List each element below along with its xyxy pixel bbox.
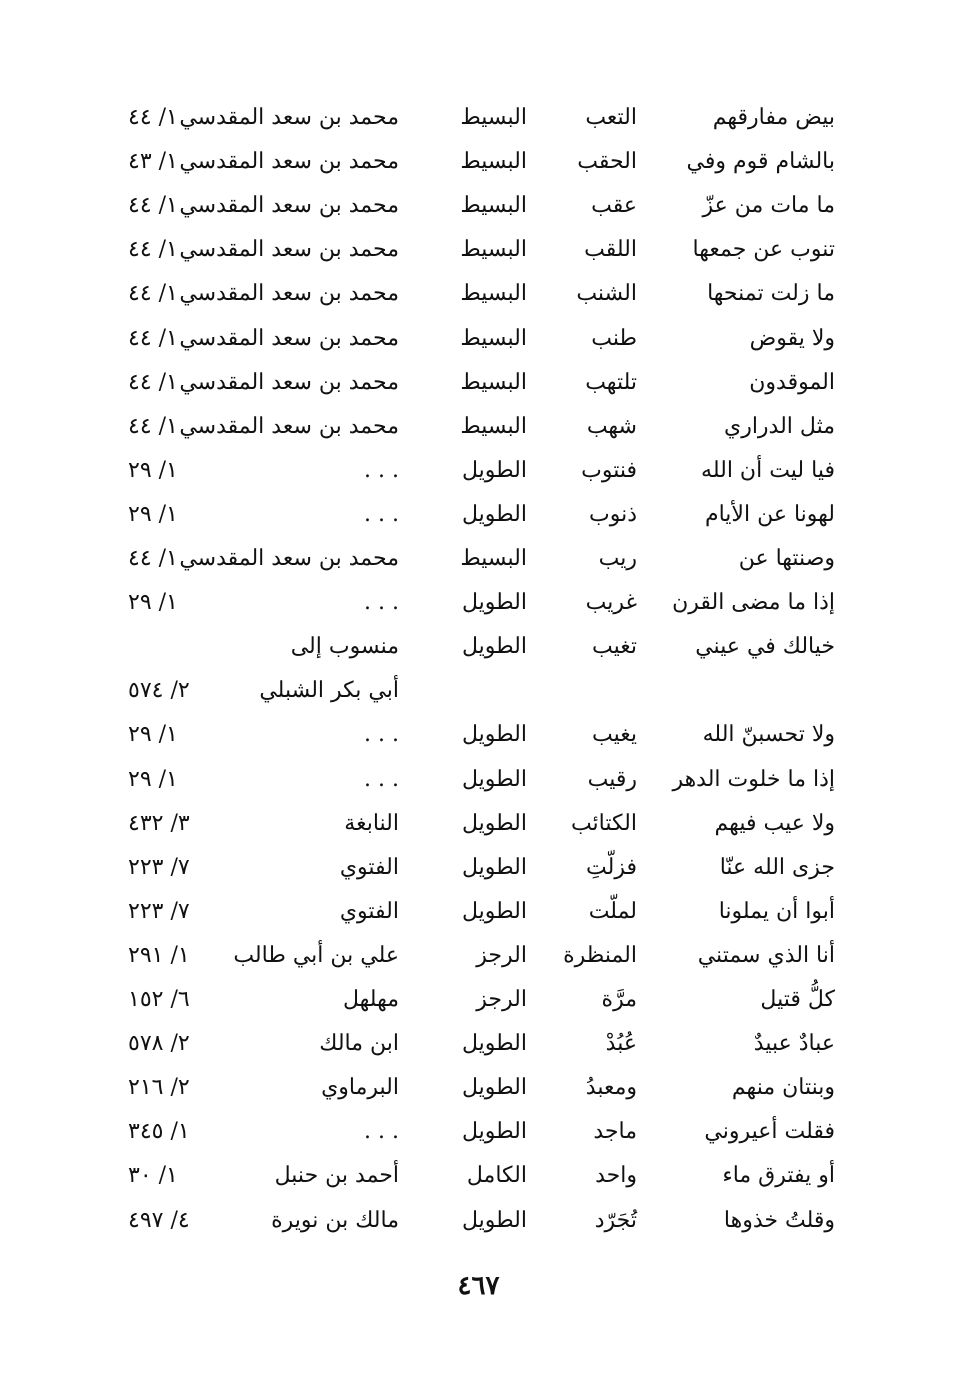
meter-cell: الطويل xyxy=(461,854,527,880)
rhyme-cell: لملّت xyxy=(588,898,637,924)
poet-cell: محمد بن سعد المقدسي xyxy=(179,105,399,130)
first-words-cell: مثل الدراري xyxy=(723,413,835,439)
meter-cell: البسيط xyxy=(460,546,527,571)
poet-cell: محمد بن سعد المقدسي xyxy=(179,149,399,175)
reference-text: ١/ ٣٤٥ xyxy=(128,1119,190,1145)
reference-cell xyxy=(128,669,208,713)
first-words-cell: الموقدون xyxy=(749,369,835,395)
reference-text: ١/ ٢٩١ xyxy=(128,942,190,968)
poet-cell: ابن مالك xyxy=(319,1031,399,1057)
rhyme-cell: تغيب xyxy=(592,634,637,660)
poet-cell: . . . xyxy=(364,590,399,616)
meter-cell: الكامل xyxy=(466,1163,527,1189)
first-words-cell: ولا يقوض xyxy=(749,325,835,351)
poet-cell: البرماوي xyxy=(321,1075,399,1101)
reference-cell xyxy=(128,361,208,405)
meter-cell: الطويل xyxy=(461,898,527,924)
reference-cell xyxy=(128,934,208,978)
meter-cell: البسيط xyxy=(460,105,527,130)
reference-text: ١/ ٢٩ xyxy=(128,766,178,792)
poet-cell: محمد بن سعد المقدسي xyxy=(179,325,399,351)
reference-cell xyxy=(128,846,208,890)
reference-text: ١/ ٤٤ xyxy=(128,325,178,351)
index-row xyxy=(0,537,957,581)
reference-cell xyxy=(128,1022,208,1066)
rhyme-cell: ماجد xyxy=(593,1119,637,1145)
poet-cell: مهلهل xyxy=(342,987,399,1012)
first-words-cell: تنوب عن جمعها xyxy=(692,237,835,263)
first-words-cell: إذا ما خلوت الدهر xyxy=(672,766,835,792)
first-words-cell: وصنتها عن xyxy=(738,546,835,571)
rhyme-cell: واحد xyxy=(595,1163,637,1189)
reference-text: ٢/ ٢١٦ xyxy=(128,1075,190,1101)
reference-cell xyxy=(128,758,208,802)
reference-text: ١/ ٤٤ xyxy=(128,546,178,571)
rhyme-cell: تلتهب xyxy=(585,369,637,395)
rhyme-cell: التعب xyxy=(585,105,637,130)
first-words-cell: ولا تحسبنّ الله xyxy=(702,722,835,748)
index-row xyxy=(0,405,957,449)
meter-cell: الطويل xyxy=(461,810,527,836)
reference-cell xyxy=(128,493,208,537)
rhyme-cell: فنتوب xyxy=(581,457,637,483)
first-words-cell: ولا عيب فيهم xyxy=(714,810,835,836)
reference-text: ١/ ٤٤ xyxy=(128,281,178,307)
index-row xyxy=(0,846,957,890)
first-words-cell: أو يفترق ماء xyxy=(722,1163,835,1189)
meter-cell: الطويل xyxy=(461,1075,527,1101)
meter-cell: الطويل xyxy=(461,501,527,527)
rhyme-cell: اللقب xyxy=(584,237,637,263)
reference-cell xyxy=(128,581,208,625)
reference-text: ١/ ٤٤ xyxy=(128,413,178,439)
reference-cell xyxy=(128,317,208,361)
poet-cell: محمد بن سعد المقدسي xyxy=(179,369,399,395)
meter-cell: البسيط xyxy=(460,325,527,351)
reference-text: ٧/ ٢٢٣ xyxy=(128,854,190,880)
rhyme-cell: مرَّة xyxy=(601,987,637,1012)
rhyme-cell: عقب xyxy=(591,193,637,219)
reference-text: ٣/ ٤٣٢ xyxy=(128,810,190,836)
reference-cell xyxy=(128,802,208,846)
rhyme-cell: رقيب xyxy=(587,766,637,792)
first-words-cell: لهونا عن الأيام xyxy=(704,501,835,527)
reference-text: ١/ ٢٩ xyxy=(128,457,178,483)
first-words-cell: بيض مفارقهم xyxy=(712,105,835,130)
poet-cell: محمد بن سعد المقدسي xyxy=(179,413,399,439)
index-row xyxy=(0,978,957,1022)
rhyme-cell: ذنوب xyxy=(589,501,637,527)
poet-cell: أبي بكر الشبلي xyxy=(259,678,399,704)
first-words-cell: بالشام قوم وفي xyxy=(686,149,835,175)
meter-cell: الطويل xyxy=(461,1031,527,1057)
meter-cell: الرجز xyxy=(476,987,527,1012)
first-words-cell: عبادٌ عبيدٌ xyxy=(753,1031,835,1057)
poet-cell: . . . xyxy=(364,457,399,483)
reference-text: ١/ ٤٤ xyxy=(128,369,178,395)
reference-text: ٦/ ١٥٢ xyxy=(128,987,190,1012)
reference-text: ١/ ٤٤ xyxy=(128,193,178,219)
poet-cell: محمد بن سعد المقدسي xyxy=(179,193,399,219)
index-row xyxy=(0,449,957,493)
reference-text: ٢/ ٥٧٤ xyxy=(128,678,190,704)
reference-text: ٧/ ٢٢٣ xyxy=(128,898,190,924)
poet-cell: . . . xyxy=(364,1119,399,1145)
meter-cell: البسيط xyxy=(460,281,527,307)
reference-text: ١/ ٤٤ xyxy=(128,105,178,130)
index-row xyxy=(0,581,957,625)
meter-cell: الطويل xyxy=(461,457,527,483)
poet-cell: الفتوي xyxy=(339,898,399,924)
first-words-cell: أنا الذي سمتني xyxy=(697,942,835,968)
poet-cell: مالك بن نويرة xyxy=(271,1207,399,1233)
meter-cell: الرجز xyxy=(476,942,527,968)
reference-cell xyxy=(128,140,208,184)
rhyme-cell: فزلّتِ xyxy=(586,854,637,880)
rhyme-cell: الحقب xyxy=(577,149,637,175)
poet-cell: محمد بن سعد المقدسي xyxy=(179,237,399,263)
index-row xyxy=(0,1110,957,1154)
first-words-cell: خيالك في عيني xyxy=(695,634,835,660)
reference-cell xyxy=(128,713,208,757)
index-row xyxy=(0,1066,957,1110)
index-row xyxy=(0,228,957,272)
index-row xyxy=(0,758,957,802)
rhyme-cell: تُجَرّد xyxy=(594,1207,637,1233)
index-row xyxy=(0,934,957,978)
reference-text: ١/ ٢٩ xyxy=(128,722,178,748)
meter-cell: الطويل xyxy=(461,722,527,748)
index-row xyxy=(0,493,957,537)
reference-text: ٤/ ٤٩٧ xyxy=(128,1207,190,1233)
page-number: ٤٦٧ xyxy=(457,1271,500,1301)
reference-cell xyxy=(128,978,208,1022)
poet-cell: . . . xyxy=(364,501,399,527)
reference-text: ١/ ٤٣ xyxy=(128,149,178,175)
poet-cell: . . . xyxy=(364,766,399,792)
index-row xyxy=(0,96,957,140)
rhyme-cell: عُبُدْ xyxy=(605,1031,637,1057)
reference-cell xyxy=(128,405,208,449)
index-row xyxy=(0,1199,957,1243)
meter-cell: البسيط xyxy=(460,237,527,263)
poet-cell: علي بن أبي طالب xyxy=(233,942,399,968)
index-row xyxy=(0,1154,957,1198)
first-words-cell: وقلتُ خذوها xyxy=(723,1207,835,1233)
index-row xyxy=(0,184,957,228)
rhyme-cell: ومعبدُ xyxy=(585,1075,637,1101)
reference-cell xyxy=(128,272,208,316)
meter-cell: البسيط xyxy=(460,149,527,175)
meter-cell: البسيط xyxy=(460,193,527,219)
reference-cell xyxy=(128,228,208,272)
rhyme-cell: ريب xyxy=(598,546,637,571)
reference-cell xyxy=(128,184,208,228)
poet-cell: . . . xyxy=(364,722,399,748)
meter-cell: الطويل xyxy=(461,590,527,616)
index-row xyxy=(0,272,957,316)
rhyme-cell: غريب xyxy=(585,590,637,616)
rhyme-cell: المنظرة xyxy=(563,942,637,968)
reference-cell xyxy=(128,890,208,934)
rhyme-cell: الشنب xyxy=(576,281,637,307)
reference-cell xyxy=(128,449,208,493)
rhyme-cell: طنب xyxy=(591,325,637,351)
first-words-cell: كلُّ قتيل xyxy=(760,987,835,1012)
reference-cell xyxy=(128,96,208,140)
reference-cell xyxy=(128,1110,208,1154)
poet-cell: أحمد بن حنبل xyxy=(274,1163,399,1189)
reference-cell xyxy=(128,1154,208,1198)
index-row xyxy=(0,1022,957,1066)
index-row xyxy=(0,713,957,757)
index-row xyxy=(0,317,957,361)
first-words-cell: وبنتان منهم xyxy=(731,1075,835,1101)
reference-cell xyxy=(128,1199,208,1243)
poet-cell: منسوب إلى xyxy=(290,634,399,660)
meter-cell: البسيط xyxy=(460,413,527,439)
index-row xyxy=(0,802,957,846)
rhyme-cell: الكتائب xyxy=(570,810,637,836)
reference-cell xyxy=(128,1066,208,1110)
first-words-cell: أبوا أن يملونا xyxy=(718,898,835,924)
rhyme-cell: شهب xyxy=(586,413,637,439)
first-words-cell: جزى الله عنّا xyxy=(719,854,835,880)
poet-cell: محمد بن سعد المقدسي xyxy=(179,281,399,307)
index-row xyxy=(0,140,957,184)
first-words-cell: فيا ليت أن الله xyxy=(701,457,835,483)
meter-cell: الطويل xyxy=(461,766,527,792)
poet-cell: محمد بن سعد المقدسي xyxy=(179,546,399,571)
rhyme-cell: يغيب xyxy=(592,722,637,748)
meter-cell: الطويل xyxy=(461,634,527,660)
first-words-cell: إذا ما مضى القرن xyxy=(672,590,835,616)
poet-cell: النابغة xyxy=(344,810,399,836)
reference-text: ١/ ٤٤ xyxy=(128,237,178,263)
meter-cell: البسيط xyxy=(460,369,527,395)
index-row xyxy=(0,361,957,405)
meter-cell: الطويل xyxy=(461,1119,527,1145)
reference-text: ١/ ٢٩ xyxy=(128,590,178,616)
index-row xyxy=(0,890,957,934)
index-row xyxy=(0,669,957,713)
first-words-cell: ما زلت تمنحها xyxy=(707,281,835,307)
first-words-cell: فقلت أعيروني xyxy=(704,1119,835,1145)
reference-text: ٢/ ٥٧٨ xyxy=(128,1031,190,1057)
meter-cell: الطويل xyxy=(461,1207,527,1233)
poet-cell: الفتوي xyxy=(339,854,399,880)
reference-cell xyxy=(128,537,208,581)
index-row xyxy=(0,625,957,669)
reference-text: ١/ ٣٠ xyxy=(128,1163,178,1189)
reference-text: ١/ ٢٩ xyxy=(128,501,178,527)
first-words-cell: ما مات من عزّ xyxy=(702,193,835,219)
